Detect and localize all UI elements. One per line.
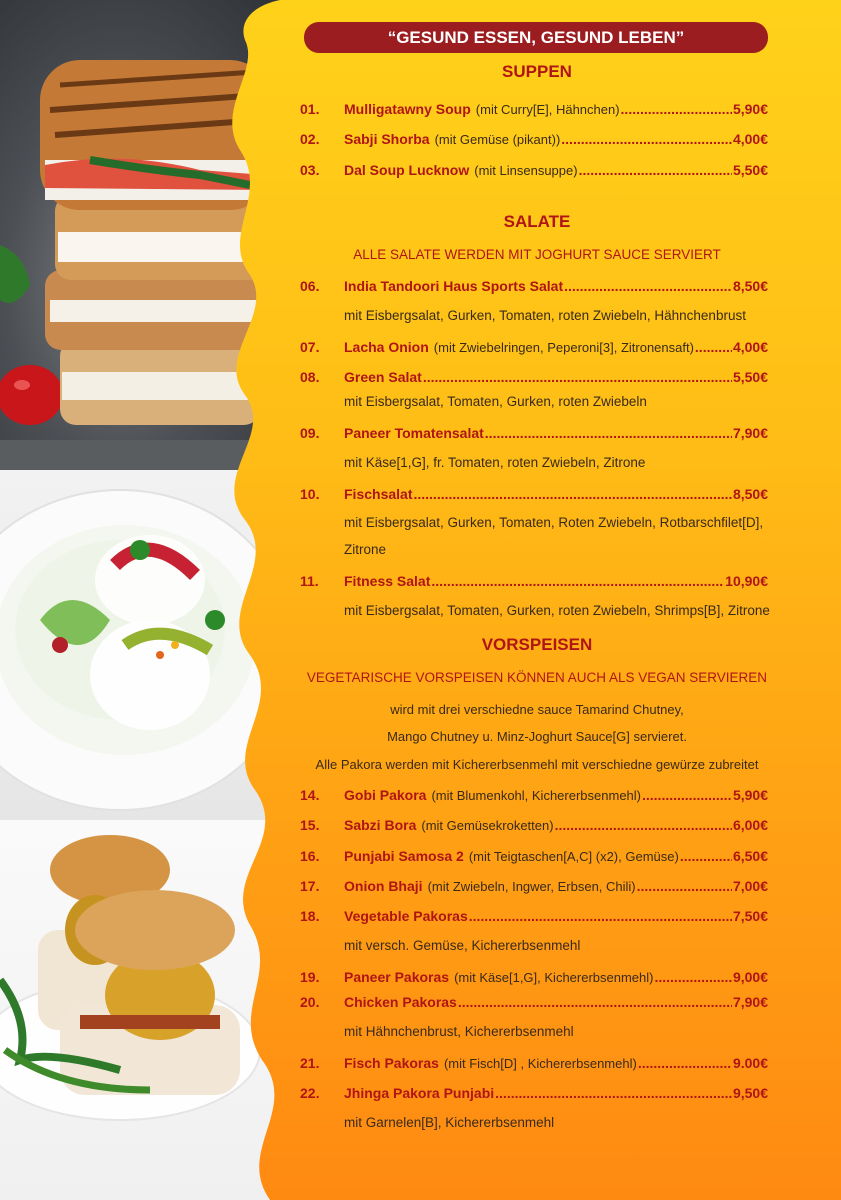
section-title-salate: SALATE [503,212,571,231]
dot-leader [485,425,732,441]
item-number: 22. [300,1085,320,1101]
item-details: (mit Zwiebelringen, Peperoni[3], Zitronensaft) [433,340,694,355]
dot-leader [413,486,731,502]
item-name: Sabji Shorba [344,131,430,147]
menu-item-row [300,994,768,1014]
item-details: (mit Curry[E], Hähnchen) [475,102,620,117]
section-title-suppen: SUPPEN [502,62,572,81]
menu-item-row [300,787,768,807]
dot-leader [642,787,732,803]
item-name: Dal Soup Lucknow [344,162,470,178]
menu-item-row [300,848,768,868]
item-price: 9,00€ [732,969,768,985]
item-number: 08. [300,369,320,385]
item-name: Onion Bhaji [344,878,423,894]
item-number: 20. [300,994,320,1010]
item-details: (mit Käse[1,G], Kichererbsenmehl) [454,970,654,985]
item-description: mit Eisbergsalat, Gurken, Tomaten, Roten Zwiebeln, Rotbarschfilet[D], [344,515,764,530]
menu-item-row [300,817,768,837]
item-price: 4,00€ [732,131,768,147]
item-price: 8,50€ [732,486,768,502]
item-price: 6,50€ [732,848,768,864]
dot-leader [561,131,732,147]
item-name: Lacha Onion [344,339,429,355]
menu-item-row [300,425,768,445]
item-price: 5,50€ [732,369,768,385]
menu-item-row [300,908,768,928]
item-name: Green Salat [344,369,422,385]
menu-item-row [300,278,768,298]
item-number: 19. [300,969,320,985]
item-description: mit Eisbergsalat, Gurken, Tomaten, roten Zwiebeln, Hähnchenbrust [344,308,746,323]
menu-item-row [300,339,768,359]
item-description: mit versch. Gemüse, Kichererbsenmehl [344,938,581,953]
dot-leader [638,1055,732,1071]
item-price: 5,90€ [732,787,768,803]
dot-leader [680,848,732,864]
vorspeisen-info-line: Alle Pakora werden mit Kichererbsenmehl mit verschiedne gewürze zubreitet [315,757,759,772]
dot-leader [579,162,732,178]
item-price: 6,00€ [732,817,768,833]
item-description: mit Hähnchenbrust, Kichererbsenmehl [344,1024,574,1039]
item-number: 16. [300,848,320,864]
item-name: Punjabi Samosa 2 [344,848,464,864]
menu-item-row [300,369,768,389]
item-price: 7,90€ [732,425,768,441]
item-number: 14. [300,787,320,803]
menu-item-row [300,969,768,989]
item-number: 11. [300,573,319,589]
item-description: mit Käse[1,G], fr. Tomaten, roten Zwiebeln, Zitrone [344,455,646,470]
dot-leader [423,369,732,385]
item-description: mit Garnelen[B], Kichererbsenmehl [344,1115,555,1130]
item-details: (mit Zwiebeln, Ingwer, Erbsen, Chili) [427,879,636,894]
item-name: Jhinga Pakora Punjabi [344,1085,495,1101]
item-price: 7,90€ [732,994,768,1010]
item-number: 02. [300,131,320,147]
item-number: 18. [300,908,320,924]
item-name: Paneer Tomatensalat [344,425,484,441]
item-name: Paneer Pakoras [344,969,450,985]
dot-leader [654,969,731,985]
menu-item-row [300,486,768,506]
vorspeisen-info-line: wird mit drei verschiedne sauce Tamarind Chutney, [390,702,684,717]
item-price: 5,50€ [732,162,768,178]
dot-leader [431,573,724,589]
item-details: (mit Gemüsekroketten) [421,818,554,833]
vorspeisen-note: VEGETARISCHE VORSPEISEN KÖNNEN AUCH ALS VEGAN SERVIEREN [306,670,768,685]
item-details: (mit Fisch[D] , Kichererbsenmehl) [443,1056,637,1071]
section-title-vorspeisen: VORSPEISEN [481,635,593,654]
item-name: India Tandoori Haus Sports Salat [344,278,564,294]
menu-item-row [300,131,768,151]
item-price: 5,90€ [732,101,768,117]
item-price: 7,50€ [732,908,768,924]
item-number: 01. [300,101,320,117]
item-number: 17. [300,878,320,894]
item-name: Fischsalat [344,486,413,502]
vorspeisen-info-line: Mango Chutney u. Minz-Joghurt Sauce[G] servieret. [387,729,687,744]
slogan-banner: “GESUND ESSEN, GESUND LEBEN” [304,22,768,53]
item-name: Fitness Salat [344,573,431,589]
menu-item-row [300,878,768,898]
item-price: 9,50€ [732,1085,768,1101]
dot-leader [621,101,732,117]
dot-leader [555,817,732,833]
salate-note: ALLE SALATE WERDEN MIT JOGHURT SAUCE SERVIERT [353,247,721,262]
item-description: mit Eisbergsalat, Tomaten, Gurken, roten Zwiebeln, Shrimps[B], Zitrone [344,603,770,618]
menu-item-row [300,573,768,593]
dot-leader [564,278,732,294]
item-number: 10. [300,486,320,502]
item-price: 7,00€ [732,878,768,894]
item-name: Sabzi Bora [344,817,417,833]
item-name: Vegetable Pakoras [344,908,468,924]
dot-leader [469,908,732,924]
item-name: Fisch Pakoras [344,1055,439,1071]
menu-item-row [300,1085,768,1105]
item-details: (mit Gemüse (pikant)) [434,132,561,147]
item-number: 07. [300,339,320,355]
dot-leader [637,878,732,894]
item-price: 10,90€ [725,573,768,589]
item-details: (mit Linsensuppe) [474,163,578,178]
item-number: 15. [300,817,320,833]
item-description: mit Eisbergsalat, Tomaten, Gurken, roten Zwiebeln [344,394,647,409]
item-price: 4,00€ [732,339,768,355]
item-number: 03. [300,162,320,178]
dot-leader [495,1085,732,1101]
menu-item-row [300,162,768,182]
item-description: Zitrone [344,542,387,557]
menu-item-row [300,1055,768,1075]
item-number: 21. [300,1055,320,1071]
item-details: (mit Teigtaschen[A,C] (x2), Gemüse) [468,849,679,864]
item-name: Chicken Pakoras [344,994,457,1010]
item-number: 06. [300,278,320,294]
item-price: 9.00€ [732,1055,768,1071]
item-name: Gobi Pakora [344,787,427,803]
item-price: 8,50€ [732,278,768,294]
item-name: Mulligatawny Soup [344,101,471,117]
dot-leader [458,994,732,1010]
menu-item-row [300,101,768,121]
item-number: 09. [300,425,320,441]
dot-leader [695,339,732,355]
item-details: (mit Blumenkohl, Kichererbsenmehl) [431,788,641,803]
